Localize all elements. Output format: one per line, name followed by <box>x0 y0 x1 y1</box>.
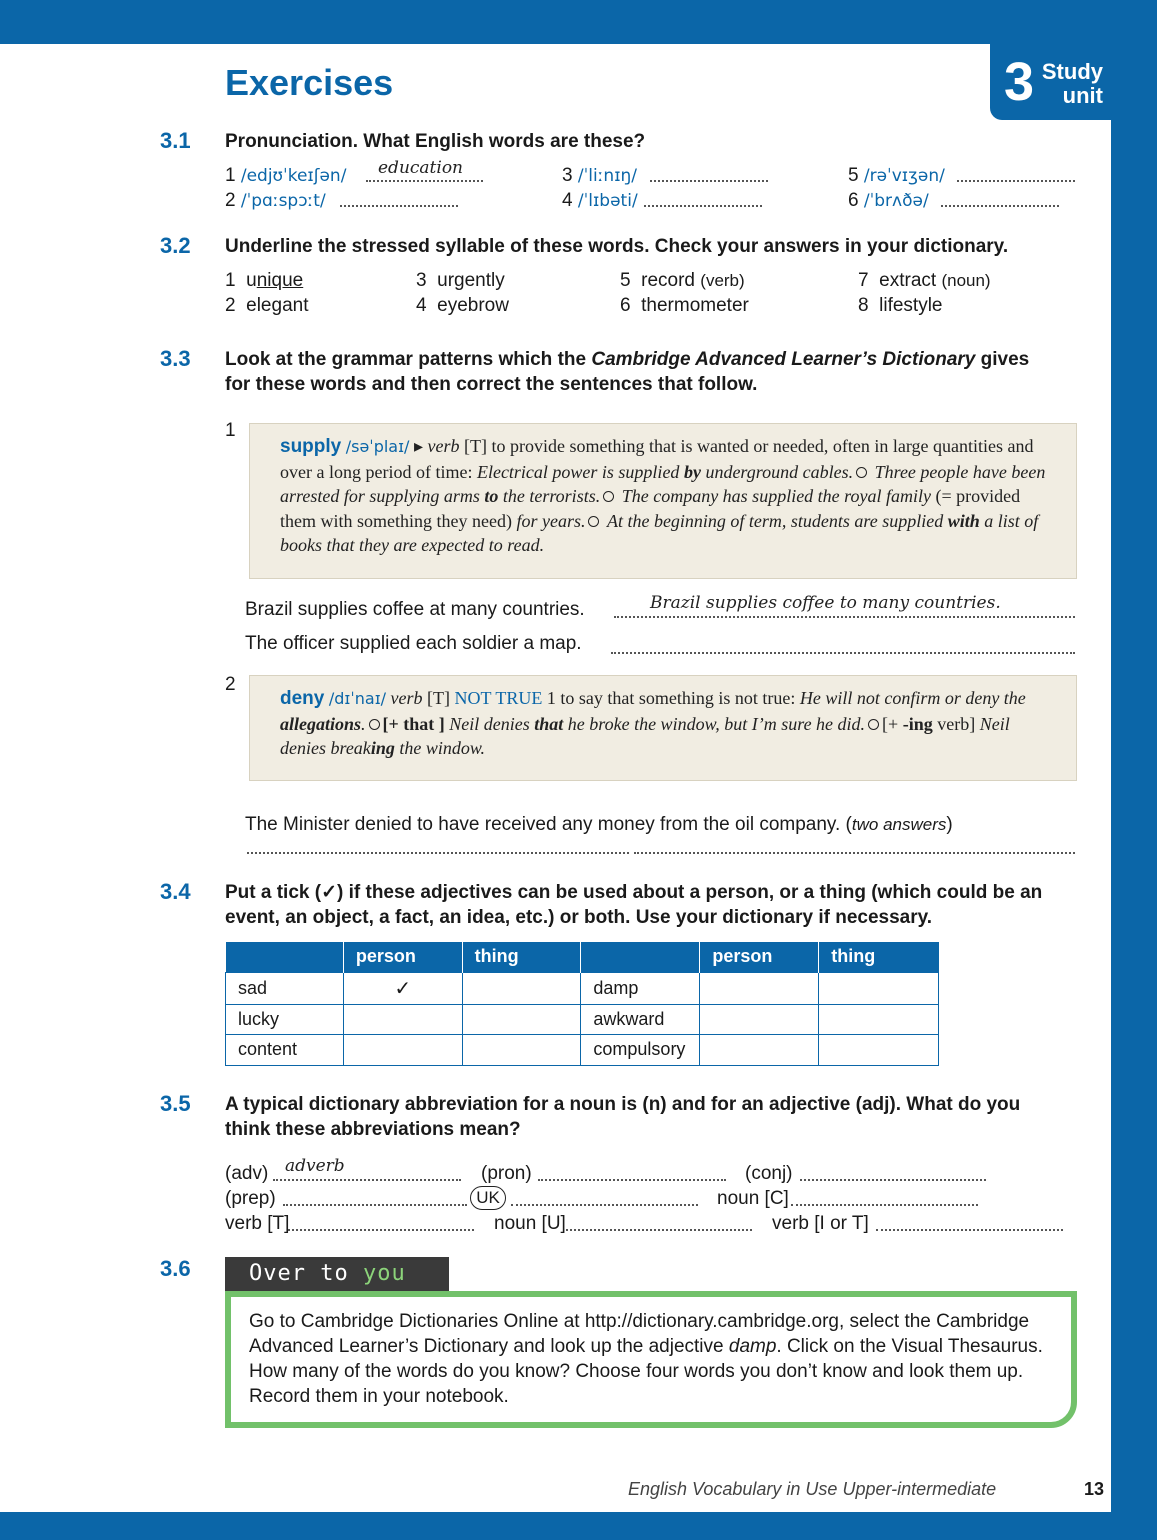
answer-line[interactable] <box>566 1229 752 1231</box>
answer-line[interactable] <box>957 180 1075 182</box>
word: lifestyle <box>879 295 943 316</box>
incorrect-sentence <box>245 813 953 837</box>
tick-cell[interactable] <box>462 1035 581 1066</box>
pron-item <box>848 189 929 213</box>
example-text: a list of books that they are expected to read. <box>280 510 1039 555</box>
example-bold: to <box>484 486 499 506</box>
footer-book-title: English Vocabulary in Use Upper-intermediate <box>628 1479 997 1499</box>
item-number: 1 <box>225 420 236 441</box>
phonetic: /dɪˈnaɪ/ <box>328 689 387 708</box>
adjective-cell: sad <box>226 972 344 1004</box>
phonetic: /ˈpɑːspɔːt/ <box>240 191 326 211</box>
word: urgently <box>437 270 505 291</box>
example-text: Neil denies <box>449 713 535 734</box>
item-number: 3 <box>562 165 573 186</box>
page-number: 13 <box>1084 1479 1105 1499</box>
pron-item <box>562 164 637 188</box>
answer-line[interactable] <box>800 1179 986 1181</box>
abbreviation: (pron) <box>481 1163 532 1184</box>
circle-bullet-icon <box>868 719 879 730</box>
item-number: 6 <box>620 295 631 316</box>
incorrect-sentence: Brazil supplies coffee at many countries. <box>245 599 585 620</box>
gloss: (= provided them with something they need) <box>280 486 1021 531</box>
dictionary-name: Cambridge Advanced Learner’s Dictionary <box>591 349 976 370</box>
item-number: 4 <box>562 190 573 211</box>
dictionary-entry-deny <box>249 675 1077 781</box>
pattern-text: [+ <box>882 713 903 734</box>
circle-bullet-icon <box>588 516 599 527</box>
tick-cell[interactable] <box>462 1004 581 1035</box>
item-number: 5 <box>848 165 859 186</box>
sentence-text: ) <box>946 814 953 835</box>
circle-bullet-icon <box>369 719 380 730</box>
grammar-pattern: [+ that ] <box>382 713 445 734</box>
word-part: u <box>246 270 257 291</box>
handwritten-answer: education <box>378 158 463 178</box>
tick-cell[interactable] <box>819 972 939 1004</box>
column-header: thing <box>819 942 939 972</box>
dictionary-entry-supply <box>249 423 1077 579</box>
example-bold: with <box>947 510 980 531</box>
phonetic: /rəˈvɪʒən/ <box>863 166 945 186</box>
answer-line[interactable] <box>791 1204 978 1206</box>
adjective-cell: lucky <box>226 1004 344 1035</box>
abbreviation: (conj) <box>745 1163 793 1184</box>
stress-item <box>225 269 303 293</box>
over-to-you-box <box>225 1291 1077 1428</box>
example-bold: by <box>683 461 701 482</box>
abbreviation: verb [T] <box>225 1213 290 1234</box>
column-header: person <box>343 942 462 972</box>
tab-text-highlight: you <box>362 1261 406 1286</box>
answer-line[interactable] <box>634 852 1075 854</box>
phonetic: /ˈbrʌðə/ <box>863 191 929 211</box>
table-header-row <box>226 942 939 972</box>
task-keyword: damp <box>728 1336 777 1357</box>
answer-line[interactable] <box>340 205 458 207</box>
item-number: 2 <box>225 674 236 695</box>
example-text: underground cables. <box>700 461 854 482</box>
word-note: (verb) <box>700 271 745 290</box>
answer-line[interactable] <box>288 1229 474 1231</box>
circle-bullet-icon <box>603 491 614 502</box>
right-band <box>1111 0 1157 1540</box>
task-text: . Click on the Visual Thesaurus. How many of the words do you know? Choose four words you don’t know and look them up. Record them in your notebook. <box>249 1336 1043 1407</box>
example <box>477 462 853 482</box>
example-text: Three people have been arrested for supplying arms <box>280 461 1046 506</box>
stress-item <box>620 269 745 293</box>
definition: to provide something that is wanted or needed, often in large quantities and over a long period of time: <box>280 436 1034 482</box>
exercise-number: 3.5 <box>160 1091 191 1116</box>
pron-item <box>562 189 638 213</box>
tick-cell[interactable]: ✓ <box>343 972 462 1004</box>
tick-cell[interactable] <box>700 1004 819 1035</box>
answer-line[interactable] <box>876 1229 1063 1231</box>
tick-cell[interactable] <box>819 1035 939 1066</box>
unit-tab <box>990 44 1111 120</box>
item-number: 5 <box>620 270 631 291</box>
definition: to say that something is not true: <box>560 688 796 708</box>
abbreviation-circled: UK <box>470 1186 506 1210</box>
pron-item <box>225 189 326 213</box>
adjective-table <box>225 942 939 1066</box>
stress-item <box>858 269 991 293</box>
phonetic: /səˈplaɪ/ <box>345 437 410 456</box>
word: elegant <box>246 295 309 316</box>
answer-line[interactable] <box>650 180 768 182</box>
answer-line[interactable] <box>283 1204 467 1206</box>
item-number: 2 <box>225 190 236 211</box>
sentence-note: two answers <box>851 815 947 834</box>
example: for years. <box>516 510 586 531</box>
stress-item <box>620 294 749 318</box>
example <box>449 714 865 734</box>
example: The company has supplied the royal family <box>621 486 931 506</box>
word: record <box>641 270 695 291</box>
word: extract <box>879 270 937 291</box>
exercise-number: 3.4 <box>160 879 191 904</box>
adjective-cell: awkward <box>581 1004 700 1035</box>
circle-bullet-icon <box>856 467 867 478</box>
example-text: . <box>361 713 366 734</box>
abbreviation: verb [I or T] <box>772 1213 869 1234</box>
example-text: the terrorists. <box>498 486 601 506</box>
grammar-pattern <box>882 714 975 734</box>
column-header <box>226 942 344 972</box>
part-of-speech: verb <box>427 436 460 456</box>
item-number: 1 <box>225 165 236 186</box>
abbreviation: noun [U] <box>494 1213 566 1234</box>
unit-label-study: Study <box>1041 59 1103 84</box>
example-text: the window. <box>394 738 485 758</box>
top-band <box>0 0 1157 44</box>
exercise-number: 3.3 <box>160 346 191 371</box>
pattern-text: verb] <box>932 713 976 734</box>
page-title: Exercises <box>225 62 394 103</box>
exercise-instruction <box>225 347 1045 397</box>
headword: deny <box>280 688 325 709</box>
pattern-bold: -ing <box>902 713 933 734</box>
unit-label-unit: unit <box>1062 83 1103 108</box>
exercise-instruction: Pronunciation. What English words are these? <box>225 131 646 152</box>
answer-line[interactable] <box>614 616 1075 618</box>
exercise-instruction: A typical dictionary abbreviation for a noun is (n) and for an adjective (adj). What do you think these abbreviations mean? <box>225 1094 1021 1140</box>
table-row <box>226 972 939 1004</box>
answer-line[interactable] <box>511 1204 698 1206</box>
word: thermometer <box>641 295 749 316</box>
instruction-text: Look at the grammar patterns which the <box>225 349 592 370</box>
example-text: Electrical power is supplied <box>476 461 684 482</box>
exercise-number: 3.2 <box>160 233 191 258</box>
example-bold: allegations <box>280 713 362 734</box>
table-row <box>226 1004 939 1035</box>
item-number: 4 <box>416 295 427 316</box>
tick-cell[interactable] <box>700 972 819 1004</box>
item-number: 6 <box>848 190 859 211</box>
tab-text: Over to <box>249 1261 363 1286</box>
exercise-instruction: Put a tick (✓) if these adjectives can be used about a person, or a thing (which could be an event, an object, a fact, an idea, etc.) or both. Use your dictionary if necessary. <box>225 882 1043 928</box>
exercise-number: 3.6 <box>160 1256 191 1281</box>
tick-cell[interactable] <box>819 1004 939 1035</box>
headword: supply <box>280 436 342 457</box>
underlined-syllable: nique <box>256 270 304 291</box>
arrow-icon: ▸ <box>413 436 423 456</box>
column-header: thing <box>462 942 581 972</box>
unit-number: 3 <box>1004 52 1035 112</box>
answer-line[interactable] <box>247 852 629 854</box>
item-number: 8 <box>858 295 869 316</box>
word: eyebrow <box>437 295 509 316</box>
exercise-instruction: Underline the stressed syllable of these words. Check your answers in your dictionary. <box>225 236 1009 257</box>
tick-cell[interactable] <box>700 1035 819 1066</box>
instruction-text: gives for these words and then correct the sentences that follow. <box>225 349 1030 395</box>
adjective-cell: damp <box>581 972 700 1004</box>
adjective-cell: content <box>226 1035 344 1066</box>
over-to-you-tab <box>225 1257 449 1291</box>
example-text: He will not confirm or deny the <box>799 688 1026 708</box>
answer-line[interactable] <box>538 1179 726 1181</box>
adjective-cell: compulsory <box>581 1035 700 1066</box>
exercise-number: 3.1 <box>160 128 191 153</box>
word-note: (noun) <box>941 271 991 290</box>
abbreviation: (adv) <box>225 1163 269 1184</box>
example-text: he broke the window, but I’m sure he did. <box>563 713 866 734</box>
sentence-text: The Minister denied to have received any money from the oil company. ( <box>245 814 852 835</box>
bottom-band <box>0 1512 1157 1540</box>
item-number: 7 <box>858 270 869 291</box>
sense-number: 1 <box>546 688 556 708</box>
answer-line[interactable] <box>941 205 1059 207</box>
tick-cell[interactable] <box>462 972 581 1004</box>
stress-item <box>416 269 505 293</box>
example-text: Neil denies break <box>280 713 1010 758</box>
answer-line[interactable] <box>366 180 483 182</box>
column-header: person <box>700 942 819 972</box>
part-of-speech: verb <box>390 688 423 708</box>
item-number: 3 <box>416 270 427 291</box>
answer-line[interactable] <box>644 205 762 207</box>
example-bold: that <box>534 713 564 734</box>
sense-label: NOT TRUE <box>454 688 543 708</box>
grammar-code: [T] <box>463 436 487 456</box>
incorrect-sentence: The officer supplied each soldier a map. <box>245 633 582 654</box>
handwritten-answer: adverb <box>285 1156 345 1176</box>
item-number: 2 <box>225 295 236 316</box>
pron-item <box>848 164 945 188</box>
tick-cell[interactable] <box>343 1035 462 1066</box>
table-row <box>226 1035 939 1066</box>
phonetic: /ˈlɪbəti/ <box>577 191 638 211</box>
column-header <box>581 942 700 972</box>
stress-item <box>858 294 943 318</box>
item-number: 1 <box>225 270 236 291</box>
answer-line[interactable] <box>273 1179 461 1181</box>
pron-item <box>225 164 346 188</box>
stress-item <box>416 294 509 318</box>
grammar-code: [T] <box>427 688 450 708</box>
answer-line[interactable] <box>611 652 1075 654</box>
abbreviation: noun [C] <box>717 1188 789 1209</box>
handwritten-answer: Brazil supplies coffee to many countries. <box>650 593 1001 613</box>
unit-label <box>1042 60 1103 108</box>
phonetic: /edjʊˈkeɪʃən/ <box>240 166 347 186</box>
example-text: At the beginning of term, students are supplied <box>606 510 948 531</box>
abbreviation: (prep) <box>225 1188 276 1209</box>
example-bold: ing <box>370 738 395 758</box>
phonetic: /ˈliːnɪŋ/ <box>577 166 638 186</box>
stress-item <box>225 294 308 318</box>
tick-cell[interactable] <box>343 1004 462 1035</box>
task-text: Go to Cambridge Dictionaries Online at http://dictionary.cambridge.org, select the Cambridge Advanced Learner’s Dictionary and look up the adjective <box>249 1311 1030 1357</box>
